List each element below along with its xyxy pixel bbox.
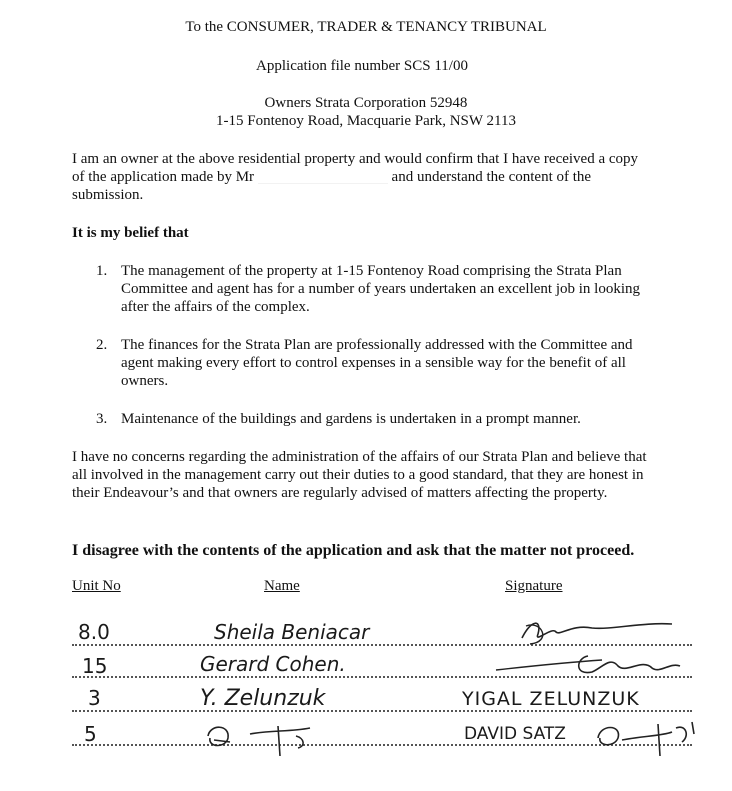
signature-text: DAVID SATZ bbox=[464, 724, 566, 744]
table-row bbox=[72, 720, 692, 748]
signature-mark bbox=[512, 614, 682, 648]
unit-number: 3 bbox=[88, 686, 101, 710]
disagree-statement: I disagree with the contents of the application and ask that the matter not proceed. bbox=[72, 542, 635, 559]
owner-name: Gerard Cohen. bbox=[200, 652, 346, 676]
signature-text: YIGAL ZELUNZUK bbox=[462, 688, 640, 710]
list-item bbox=[96, 262, 656, 318]
redacted-number bbox=[468, 58, 476, 70]
belief-heading: It is my belief that bbox=[72, 225, 189, 241]
owner-name: Y. Zelunzuk bbox=[200, 686, 326, 711]
signature-mark bbox=[592, 714, 702, 758]
list-text: The management of the property at 1-15 Fontenoy Road comprising the Strata Plan Committee and agent has for a number of years undertaken an excellent job in looking after the affairs of the complex. bbox=[121, 263, 641, 315]
table-row bbox=[72, 652, 692, 680]
to-line: To the CONSUMER, TRADER & TENANCY TRIBUNAL bbox=[185, 19, 547, 35]
list-text: The finances for the Strata Plan are professionally addressed with the Committee and agent making every effort to control expenses in a sensible way for the benefit of all owners. bbox=[121, 337, 633, 389]
table-row bbox=[72, 620, 692, 648]
application-text: Application file number SCS 11/00 bbox=[256, 58, 468, 74]
application-line bbox=[0, 57, 732, 75]
signature-mark bbox=[492, 648, 692, 684]
column-name-header: Name bbox=[264, 578, 300, 594]
corp-line: Owners Strata Corporation 52948 bbox=[264, 95, 468, 111]
dotted-line bbox=[72, 710, 692, 712]
table-row bbox=[72, 686, 692, 714]
signature-mark bbox=[200, 716, 340, 760]
intro-part2: and understand the content of the submission. bbox=[72, 169, 592, 203]
intro-part1: I am an owner at the above residential property and would confirm that I have received a copy of the application made by Mr bbox=[72, 151, 639, 185]
list-item bbox=[96, 336, 656, 392]
concerns-paragraph: I have no concerns regarding the administration of the affairs of our Strata Plan and believe that all involved in the management carry out their duties to a good standard, that they are honest in their Endeavour’s and that owners are regularly advised of matters affecting the property. bbox=[72, 449, 647, 501]
intro-paragraph bbox=[72, 150, 652, 204]
redacted-name bbox=[258, 171, 388, 184]
address-line: 1-15 Fontenoy Road, Macquarie Park, NSW 2113 bbox=[216, 113, 516, 129]
unit-number: 5 bbox=[84, 722, 97, 746]
list-text: Maintenance of the buildings and gardens is undertaken in a prompt manner. bbox=[121, 411, 581, 427]
list-number: 1. bbox=[96, 263, 108, 279]
column-unit-header: Unit No bbox=[72, 578, 121, 594]
unit-number: 15 bbox=[82, 654, 108, 678]
unit-number: 8.0 bbox=[78, 620, 110, 644]
list-item bbox=[96, 410, 656, 430]
owner-name: Sheila Beniacar bbox=[214, 620, 370, 644]
list-number: 2. bbox=[96, 337, 108, 353]
list-number: 3. bbox=[96, 411, 108, 427]
column-signature-header: Signature bbox=[505, 578, 563, 594]
